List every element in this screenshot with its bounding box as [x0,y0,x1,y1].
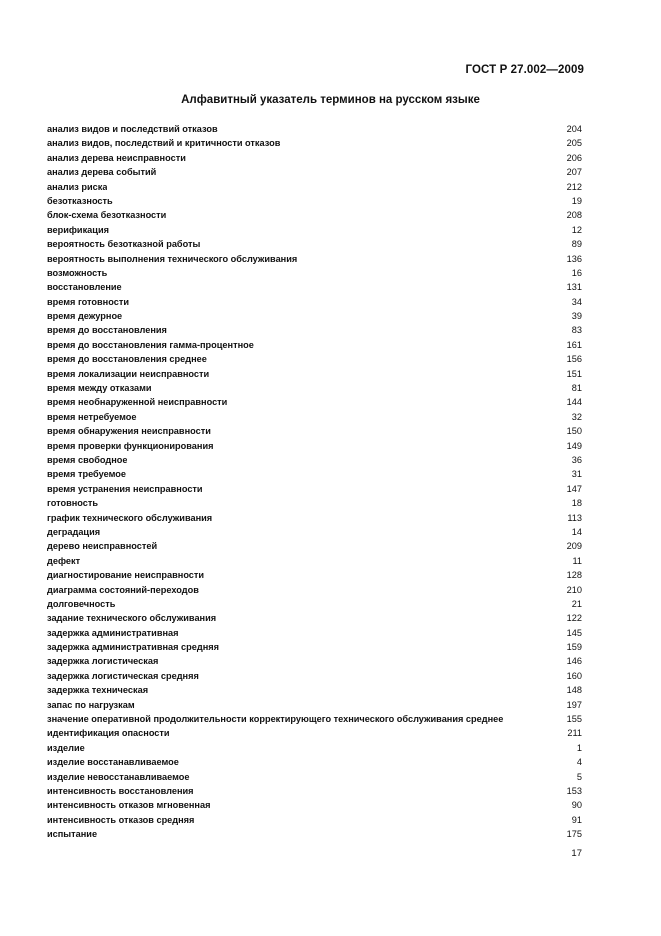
index-entry [47,165,582,179]
index-term: интенсивность отказов мгновенная [47,800,211,811]
index-entry [47,583,582,597]
index-term: блок-схема безотказности [47,210,167,221]
index-entry [47,410,582,424]
index-entry [47,482,582,496]
index-term-number: 90 [571,800,582,811]
index-entry [47,180,582,194]
index-term: время необнаруженной неисправности [47,397,228,408]
index-term: время готовности [47,296,129,307]
index-entry [47,683,582,697]
index-entry [47,467,582,481]
index-term: анализ видов, последствий и критичности отказов [47,138,281,149]
index-term: изделие восстанавливаемое [47,757,179,768]
index-entry [47,654,582,668]
index-term-number: 145 [566,627,582,638]
index-title: Алфавитный указатель терминов на русском языке [181,94,480,106]
index-term: готовность [47,498,99,509]
index-term: испытание [47,829,98,840]
index-term: задержка логистическая средняя [47,670,199,681]
index-term: время требуемое [47,469,126,480]
index-entry [47,611,582,625]
index-term-number: 81 [571,383,582,394]
index-term: запас по нагрузкам [47,699,135,710]
index-term-number: 209 [566,541,582,552]
index-term-number: 32 [571,411,582,422]
index-term: возможность [47,267,108,278]
index-term: анализ видов и последствий отказов [47,124,218,134]
index-entry [47,295,582,309]
index-entry [47,338,582,352]
index-term: диаграмма состояний-переходов [47,584,199,595]
index-term-number: 175 [566,829,582,840]
index-entry [47,770,582,784]
index-entry [47,712,582,726]
index-term: анализ риска [47,181,108,192]
index-entry [47,439,582,453]
index-term-number: 36 [571,454,582,465]
index-term: верификация [47,224,109,235]
index-term-number: 11 [572,555,582,566]
index-entry [47,698,582,712]
index-term-number: 211 [567,728,582,739]
index-term: дефект [47,555,81,566]
index-entry [47,136,582,150]
index-term: значение оперативной продолжительности корректирующего технического обслуживания среднее [47,714,504,725]
index-entry [47,266,582,280]
index-term-number: 150 [566,426,582,437]
index-term-number: 147 [566,483,582,494]
index-term-number: 113 [567,512,582,523]
index-term-number: 34 [571,296,582,307]
index-term: время до восстановления гамма-процентное [47,339,254,350]
index-entry [47,424,582,438]
index-term-number: 131 [566,282,582,293]
index-entry [47,511,582,525]
index-term-number: 144 [566,397,582,408]
index-entry [47,539,582,553]
index-entry [47,726,582,740]
index-term: безотказность [47,195,113,206]
index-term: время до восстановления [47,325,167,336]
index-entry [47,640,582,654]
document-code: ГОСТ Р 27.002—2009 [465,64,584,76]
index-term-number: 210 [566,584,582,595]
index-term: задержка техническая [47,685,149,696]
index-entry [47,755,582,769]
index-entry [47,194,582,208]
index-term-number: 128 [566,570,582,581]
index-term-number: 16 [571,267,582,278]
index-term: долговечность [47,598,116,609]
index-term-number: 155 [566,714,582,725]
index-term-number: 21 [571,598,582,609]
index-term: деградация [47,526,101,537]
index-term: анализ дерева событий [47,167,157,178]
index-term-number: 146 [566,656,582,667]
index-term-number: 148 [566,685,582,696]
index-term-number: 5 [576,771,582,782]
index-term-number: 14 [571,526,582,537]
index-term: время устранения неисправности [47,483,203,494]
index-entry [47,352,582,366]
term-index-list [47,122,582,842]
index-entry [47,237,582,251]
index-entry [47,554,582,568]
index-entry [47,525,582,539]
index-term: вероятность безотказной работы [47,239,201,250]
index-entry [47,568,582,582]
index-term-number: 160 [566,670,582,681]
index-term-number: 205 [566,138,582,149]
index-term: время обнаружения неисправности [47,426,211,437]
index-term: анализ дерева неисправности [47,152,186,163]
index-term: задание технического обслуживания [47,613,217,624]
index-entry [47,381,582,395]
index-term-number: 149 [566,440,582,451]
index-term: график технического обслуживания [47,512,213,523]
index-term-number: 204 [566,124,582,134]
index-term-number: 153 [566,785,582,796]
index-term: время между отказами [47,383,152,394]
index-term: восстановление [47,282,122,293]
index-entry [47,669,582,683]
index-term-number: 89 [571,239,582,250]
index-entry [47,827,582,841]
index-term: изделие [47,742,85,753]
index-term-number: 206 [566,152,582,163]
page-number: 17 [571,848,582,859]
index-term: время до восстановления среднее [47,354,207,365]
index-term-number: 122 [566,613,582,624]
index-term-number: 161 [566,339,582,350]
index-term-number: 19 [571,195,582,206]
index-term-number: 159 [566,642,582,653]
index-entry [47,151,582,165]
index-entry [47,122,582,136]
index-entry [47,309,582,323]
index-term-number: 39 [571,311,582,322]
index-term: задержка административная средняя [47,642,219,653]
index-term: время дежурное [47,311,123,322]
index-term-number: 212 [566,181,582,192]
index-entry [47,395,582,409]
index-term: диагностирование неисправности [47,570,205,581]
index-term-number: 18 [571,498,582,509]
index-entry [47,323,582,337]
index-term: время свободное [47,454,128,465]
index-term-number: 156 [566,354,582,365]
index-entry [47,280,582,294]
index-entry [47,741,582,755]
index-entry [47,208,582,222]
index-term: вероятность выполнения технического обслуживания [47,253,298,264]
index-entry [47,453,582,467]
index-term-number: 207 [566,167,582,178]
index-term-number: 4 [576,757,582,768]
index-entry [47,252,582,266]
index-term: задержка логистическая [47,656,159,667]
index-term: время нетребуемое [47,411,137,422]
index-term: идентификация опасности [47,728,170,739]
index-term-number: 197 [566,699,582,710]
index-term-number: 208 [566,210,582,221]
index-entry [47,367,582,381]
index-term-number: 136 [566,253,582,264]
index-entry [47,496,582,510]
index-term-number: 1 [576,742,582,753]
index-term: изделие невосстанавливаемое [47,771,190,782]
index-entry [47,223,582,237]
index-entry [47,798,582,812]
index-term: время локализации неисправности [47,368,210,379]
index-term: дерево неисправностей [47,541,158,552]
index-term: интенсивность восстановления [47,785,194,796]
index-term: задержка административная [47,627,179,638]
index-entry [47,784,582,798]
index-term-number: 31 [571,469,582,480]
index-term-number: 151 [566,368,582,379]
index-entry [47,813,582,827]
index-term-number: 12 [571,224,582,235]
index-term-number: 91 [571,814,582,825]
index-term: интенсивность отказов средняя [47,814,195,825]
index-entry [47,626,582,640]
index-entry [47,597,582,611]
index-term-number: 83 [571,325,582,336]
index-term: время проверки функционирования [47,440,214,451]
